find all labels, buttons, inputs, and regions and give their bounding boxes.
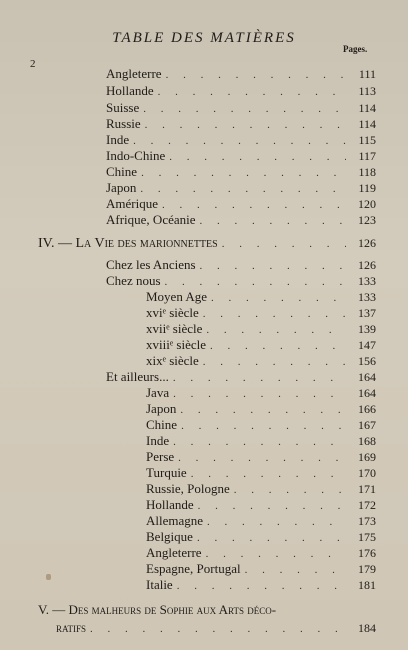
toc-entry: Angleterre . . . 111 — [106, 66, 376, 82]
page-title: TABLE DES MATIÈRES — [112, 30, 296, 46]
toc-entry: Japon . . . 119 — [106, 180, 376, 196]
toc-entry: Et ailleurs... . . . 164 — [106, 369, 376, 385]
toc-chapter-heading-line1: V. — Des malheurs de Sophie aux Arts déco- — [38, 602, 277, 617]
toc-entry: Italie . . . 181 — [146, 577, 376, 593]
paper-stain — [46, 574, 51, 580]
toc-entry: Amérique . . . 120 — [106, 196, 376, 212]
toc-entry: Inde . . . 168 — [146, 433, 376, 449]
toc-entry: Chez les Anciens . . . 126 — [106, 257, 376, 273]
toc-entry: Moyen Age . . . 133 — [146, 289, 376, 305]
toc-entry: Suisse . . . 114 — [106, 100, 376, 116]
toc-chapter-heading-line2: ratifs . . . 184 — [56, 620, 376, 636]
toc-entry: Belgique . . . 175 — [146, 529, 376, 545]
toc-entry: Turquie . . . 170 — [146, 465, 376, 481]
toc-entry: Afrique, Océanie . . . 123 — [106, 212, 376, 228]
page-number: 2 — [30, 58, 36, 70]
toc-entry: xixᵉ siècle . . . 156 — [146, 353, 376, 369]
toc-entry: Russie . . . 114 — [106, 116, 376, 132]
toc-entry: Espagne, Portugal . . . 179 — [146, 561, 376, 577]
toc-chapter-heading: IV. — La Vie des marionnettes . . . 126 — [38, 235, 376, 251]
toc-entry: Russie, Pologne . . . 171 — [146, 481, 376, 497]
toc-entry: xviiiᵉ siècle . . . 147 — [146, 337, 376, 353]
toc-entry: Hollande . . . 172 — [146, 497, 376, 513]
toc-entry: xviᵉ siècle . . . 137 — [146, 305, 376, 321]
toc-entry: Chine . . . 118 — [106, 164, 376, 180]
toc-entry: Java . . . 164 — [146, 385, 376, 401]
pages-column-label: Pages. — [343, 44, 368, 54]
toc-entry: Allemagne . . . 173 — [146, 513, 376, 529]
toc-entry: Chez nous . . . 133 — [106, 273, 376, 289]
toc-entry: Chine . . . 167 — [146, 417, 376, 433]
toc-entry: Indo-Chine . . . 117 — [106, 148, 376, 164]
toc-entry: xviiᵉ siècle . . . 139 — [146, 321, 376, 337]
toc-entry: Perse . . . 169 — [146, 449, 376, 465]
toc-entry: Inde . . . 115 — [106, 132, 376, 148]
toc-entry: Hollande . . . 113 — [106, 83, 376, 99]
toc-entry: Angleterre . . . 176 — [146, 545, 376, 561]
toc-entry: Japon . . . 166 — [146, 401, 376, 417]
